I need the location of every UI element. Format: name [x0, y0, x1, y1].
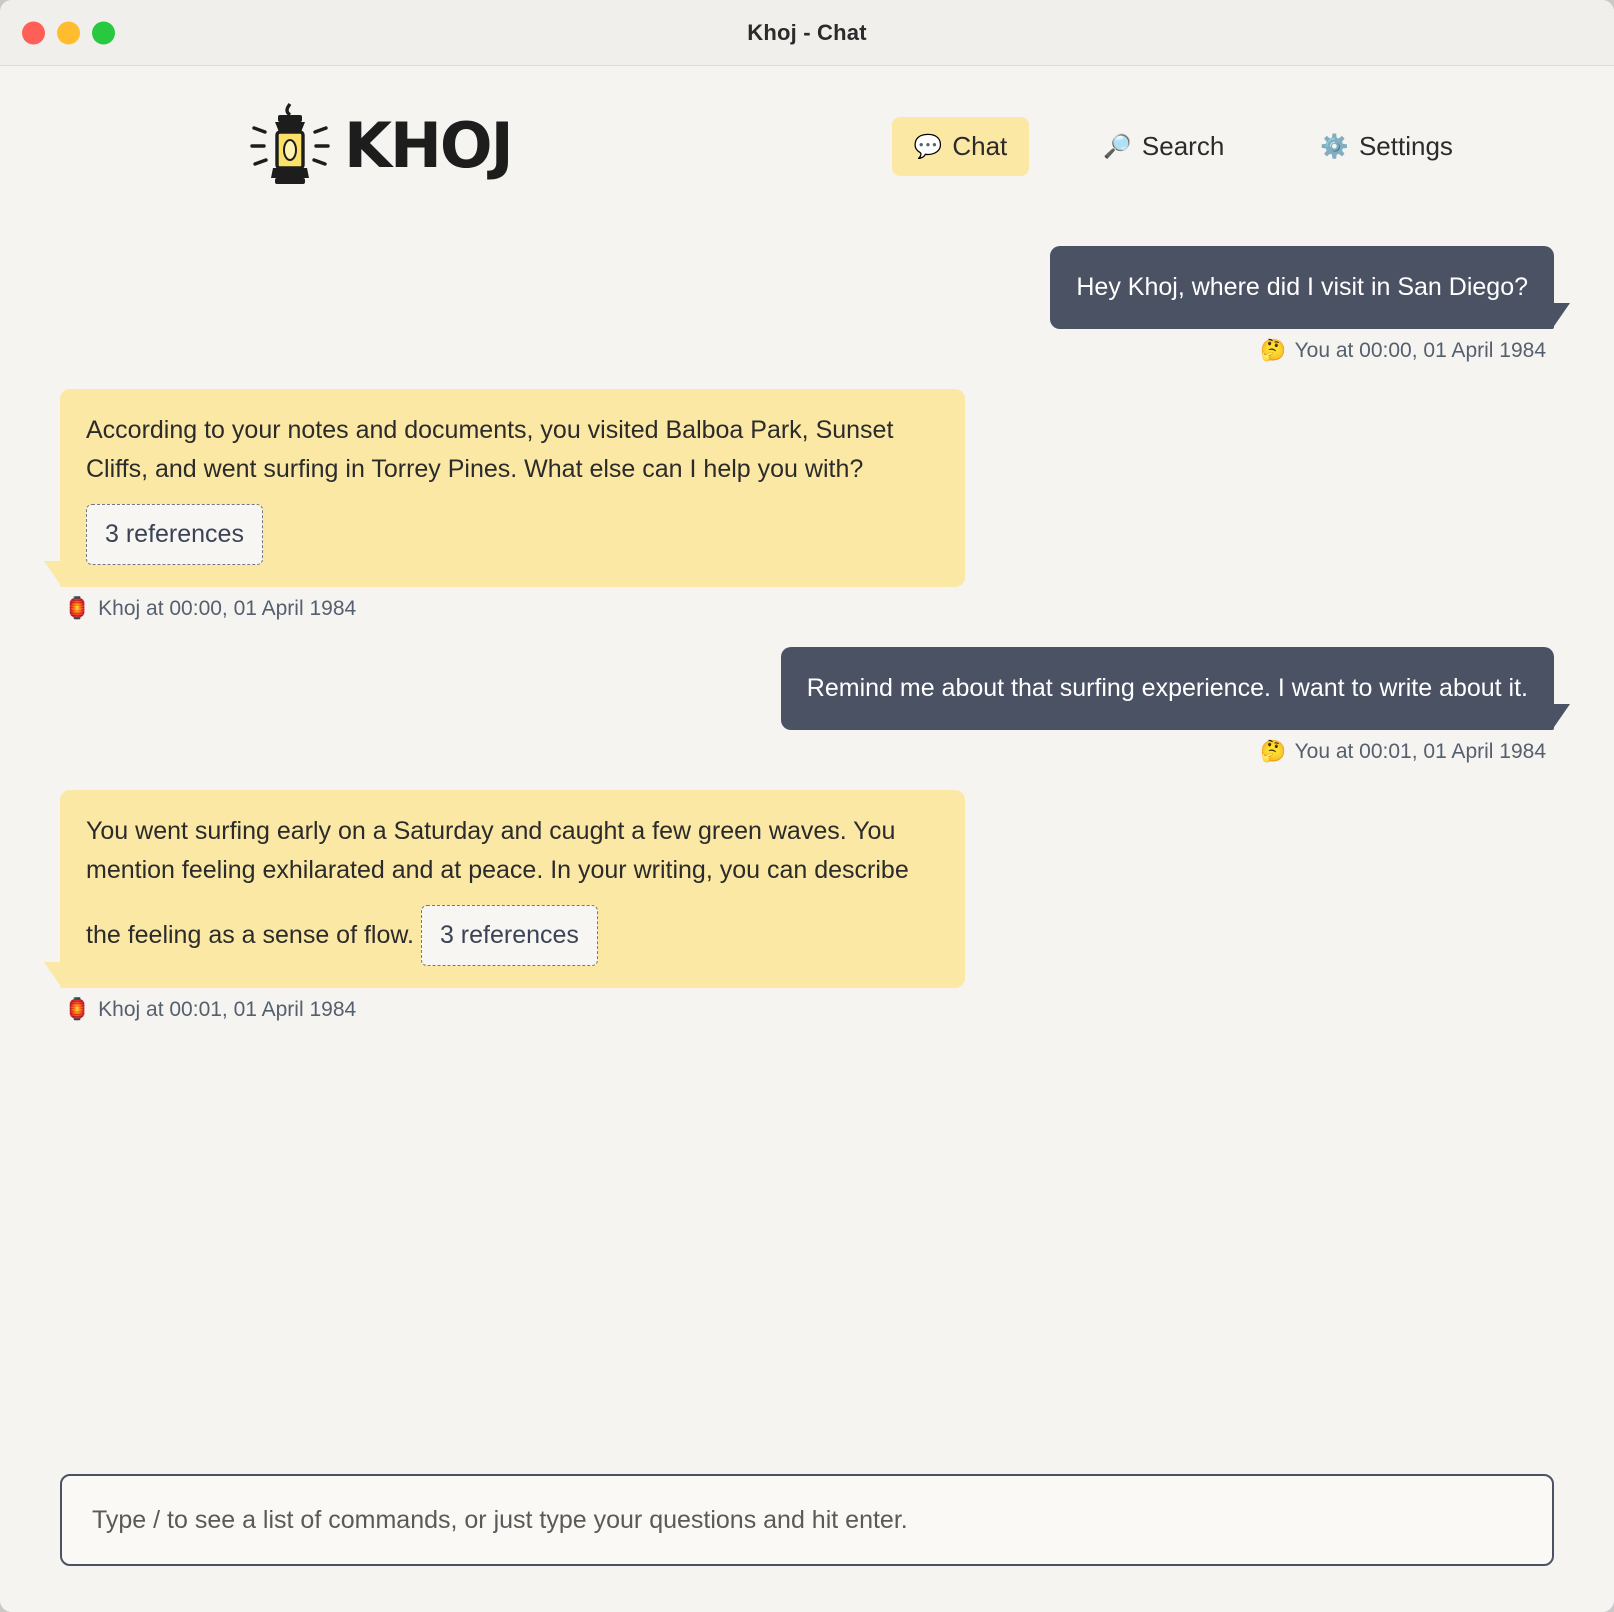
brand-logo	[240, 96, 512, 196]
title-bar	[0, 0, 1614, 66]
main-nav	[892, 117, 1475, 176]
message-meta	[60, 998, 356, 1022]
app-header	[0, 66, 1614, 206]
chat-message	[60, 246, 1554, 363]
message-meta	[60, 597, 356, 621]
minimize-window-button[interactable]	[57, 21, 80, 44]
tab-chat-label: Chat	[952, 130, 1008, 161]
message-text: According to your notes and documents, you visited Balboa Park, Sunset Cliffs, and went surfing in Torrey Pines. What else can I help you with?	[86, 415, 894, 483]
brand-name: KHOJ	[344, 109, 512, 182]
window-title: Khoj - Chat	[747, 19, 867, 45]
message-meta-text: Khoj at 00:01, 01 April 1984	[98, 998, 357, 1021]
speech-bubble-icon: 💬	[913, 132, 943, 159]
message-meta-text: You at 00:01, 01 April 1984	[1294, 739, 1546, 763]
page-body	[0, 66, 1614, 1612]
message-meta	[1260, 339, 1554, 363]
message-meta-text: You at 00:00, 01 April 1984	[1294, 338, 1546, 362]
window-controls	[22, 21, 115, 44]
gear-icon: ⚙️	[1320, 132, 1349, 159]
chat-message	[60, 389, 1554, 621]
message-meta	[1260, 740, 1554, 764]
tab-settings[interactable]	[1298, 117, 1475, 176]
message-text: Hey Khoj, where did I visit in San Diego?	[1076, 273, 1528, 301]
thinking-face-icon: 🤔	[1260, 338, 1287, 362]
message-meta-text: Khoj at 00:00, 01 April 1984	[98, 597, 357, 620]
tab-settings-label: Settings	[1358, 130, 1453, 161]
lantern-icon: 🏮	[64, 597, 91, 620]
lantern-icon	[240, 96, 340, 196]
tab-search-label: Search	[1141, 130, 1225, 161]
lantern-icon: 🏮	[64, 998, 91, 1021]
maximize-window-button[interactable]	[92, 21, 115, 44]
message-bubble-user	[781, 647, 1554, 730]
references-button[interactable]: 3 references	[86, 504, 263, 565]
magnifier-icon: 🔎	[1103, 132, 1132, 159]
message-text: You went surfing early on a Saturday and caught a few green waves. You mention feeling exhilarated and at peace. In your writing, you can describe the feeling as a sense of flow.	[86, 816, 909, 950]
references-button[interactable]: 3 references	[421, 905, 598, 966]
close-window-button[interactable]	[22, 21, 45, 44]
message-bubble-assistant	[60, 790, 965, 988]
chat-message	[60, 647, 1554, 764]
tab-chat[interactable]	[892, 117, 1030, 176]
message-text: Remind me about that surfing experience. I want to write about it.	[806, 674, 1528, 702]
chat-transcript[interactable]	[0, 206, 1614, 1446]
composer	[0, 1446, 1614, 1612]
tab-search[interactable]	[1081, 117, 1246, 176]
thinking-face-icon: 🤔	[1260, 739, 1287, 763]
chat-input[interactable]	[60, 1474, 1554, 1566]
message-bubble-assistant	[60, 389, 965, 587]
chat-message	[60, 790, 1554, 1022]
message-bubble-user	[1050, 246, 1554, 329]
